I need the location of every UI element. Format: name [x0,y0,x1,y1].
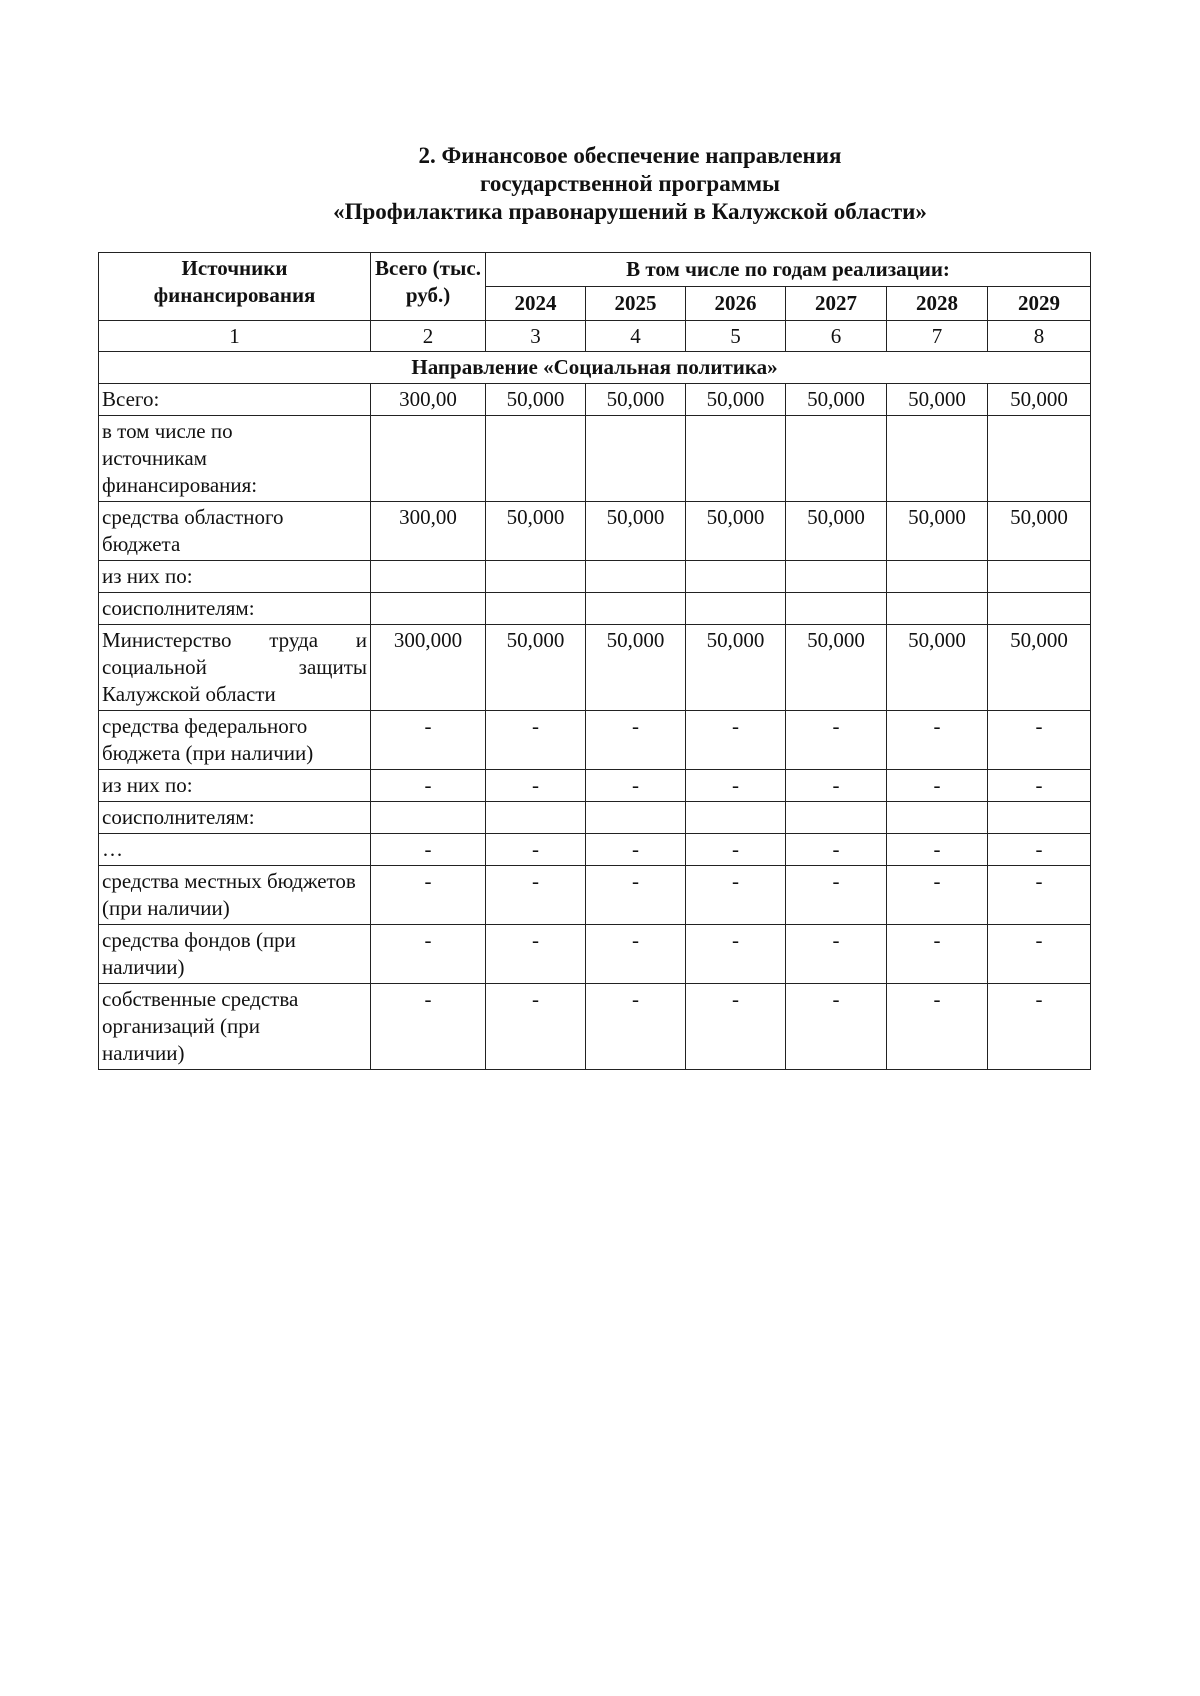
row-value [371,802,486,834]
header-row-1 [99,253,1091,287]
row-value: - [887,770,988,802]
column-number: 8 [988,321,1091,352]
row-value [371,416,486,502]
row-value: - [486,834,586,866]
row-value: - [486,770,586,802]
row-label: … [99,834,371,866]
row-label: средства местных бюджетов (при наличии) [99,866,371,925]
row-value: - [586,866,686,925]
row-label: Всего: [99,384,371,416]
row-value: 50,000 [887,384,988,416]
header-years-group: В том числе по годам реализации: [486,253,1091,287]
row-label: из них по: [99,770,371,802]
row-label: соисполнителям: [99,593,371,625]
row-value [371,593,486,625]
row-value: - [686,834,786,866]
row-value: - [586,770,686,802]
table-row [99,593,1091,625]
section-title: Направление «Социальная политика» [99,352,1091,384]
table-row [99,984,1091,1070]
row-value: - [486,925,586,984]
row-value: - [486,711,586,770]
row-value: - [586,984,686,1070]
row-value [686,561,786,593]
column-number: 5 [686,321,786,352]
row-value [486,802,586,834]
header-year: 2027 [786,287,887,321]
row-value [371,561,486,593]
row-value: - [988,984,1091,1070]
row-value [988,802,1091,834]
financing-table [98,252,1091,1070]
table-row [99,384,1091,416]
row-label: средства областного бюджета [99,502,371,561]
row-value [586,593,686,625]
row-value: 50,000 [486,384,586,416]
row-value: - [786,984,887,1070]
document-title [0,142,1200,226]
row-value: - [371,770,486,802]
row-value: 50,000 [887,625,988,711]
row-value: 300,00 [371,502,486,561]
row-value [586,802,686,834]
row-value: - [371,866,486,925]
header-year: 2025 [586,287,686,321]
row-value [988,416,1091,502]
title-line-2: государственной программы [480,171,780,196]
row-value: - [887,925,988,984]
column-number: 7 [887,321,988,352]
row-label-text: собственные средства организаций (при наличии) [102,987,299,1065]
header-total: Всего (тыс. руб.) [371,253,486,321]
row-value: - [686,925,786,984]
header-year: 2028 [887,287,988,321]
column-number-row [99,321,1091,352]
row-value: - [988,866,1091,925]
row-value: - [988,711,1091,770]
table-row [99,416,1091,502]
row-value: - [686,984,786,1070]
row-value: 50,000 [887,502,988,561]
row-value: - [586,925,686,984]
row-value [786,561,887,593]
row-label [99,416,371,502]
table-row [99,561,1091,593]
table-row [99,502,1091,561]
row-value: 50,000 [686,625,786,711]
row-value [887,802,988,834]
row-value: - [371,711,486,770]
section-row [99,352,1091,384]
row-value: 300,000 [371,625,486,711]
column-number: 4 [586,321,686,352]
row-value: 300,00 [371,384,486,416]
row-value: 50,000 [988,625,1091,711]
row-value: - [786,770,887,802]
row-value: - [371,925,486,984]
row-value: 50,000 [786,625,887,711]
table-row [99,770,1091,802]
row-value: - [887,984,988,1070]
row-value [586,561,686,593]
column-number: 2 [371,321,486,352]
row-value [887,416,988,502]
row-value: 50,000 [486,625,586,711]
title-line-1: 2. Финансовое обеспечение направления [418,143,842,168]
row-value: 50,000 [586,384,686,416]
row-value [686,802,786,834]
row-value [786,593,887,625]
header-sources: Источники финансирования [99,253,371,321]
row-label [99,925,371,984]
row-value [486,561,586,593]
row-value: 50,000 [686,384,786,416]
table-row [99,711,1091,770]
row-value: - [486,984,586,1070]
row-value: - [371,834,486,866]
row-label: из них по: [99,561,371,593]
row-value: - [686,866,786,925]
row-value [686,593,786,625]
row-value: 50,000 [786,384,887,416]
row-value: - [887,711,988,770]
row-label: соисполнителям: [99,802,371,834]
row-value: - [786,711,887,770]
row-value: - [988,834,1091,866]
row-value: - [786,925,887,984]
table-row [99,802,1091,834]
table-row [99,625,1091,711]
column-number: 6 [786,321,887,352]
column-number: 3 [486,321,586,352]
row-value: - [586,834,686,866]
row-value [887,593,988,625]
row-value: - [371,984,486,1070]
header-year: 2024 [486,287,586,321]
row-value: 50,000 [586,625,686,711]
row-value [887,561,988,593]
row-label-text: в том числе по источникам финансирования: [102,419,258,497]
row-value [786,802,887,834]
row-value: 50,000 [686,502,786,561]
row-value: - [887,834,988,866]
table-row [99,866,1091,925]
row-value: 50,000 [786,502,887,561]
row-label [99,984,371,1070]
row-value [988,561,1091,593]
row-value [586,416,686,502]
row-value [988,593,1091,625]
row-value: - [686,711,786,770]
title-line-3: «Профилактика правонарушений в Калужской области» [333,199,927,224]
row-value: 50,000 [988,502,1091,561]
row-label [99,625,371,711]
header-year: 2026 [686,287,786,321]
row-label-text: средства фондов (при наличии) [102,928,296,979]
table-row [99,925,1091,984]
row-value: - [887,866,988,925]
row-value [786,416,887,502]
row-value: - [686,770,786,802]
row-value: 50,000 [988,384,1091,416]
row-value: - [486,866,586,925]
row-value: - [988,770,1091,802]
row-value: - [786,866,887,925]
row-value [486,416,586,502]
row-value: - [786,834,887,866]
row-value: 50,000 [586,502,686,561]
row-value [686,416,786,502]
row-value: - [988,925,1091,984]
row-label: средства федерального бюджета (при наличии) [99,711,371,770]
header-year: 2029 [988,287,1091,321]
column-number: 1 [99,321,371,352]
row-label-text: Министерство труда и социальной защиты Калужской области [102,628,367,706]
table-row [99,834,1091,866]
row-value: - [586,711,686,770]
row-value: 50,000 [486,502,586,561]
row-value [486,593,586,625]
